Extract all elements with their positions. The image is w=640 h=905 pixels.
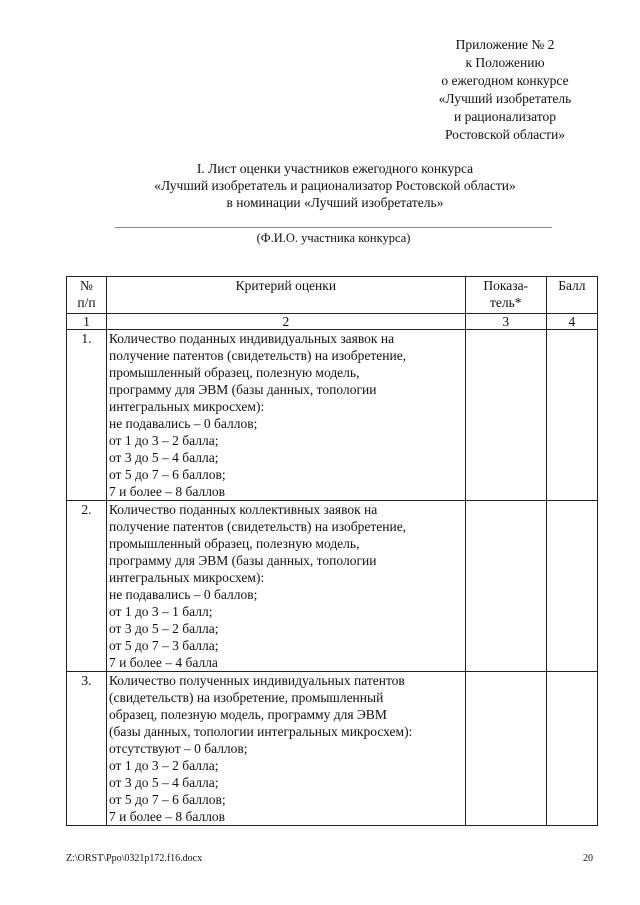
row-number: 2. <box>67 501 107 672</box>
criterion-cell: Количество поданных коллективных заявок на получение патентов (свидетельств) на изобретение, промышленный образец, полезную модель, программу для ЭВМ (базы данных, топологии интегральных микросхем): не подавались – 0 баллов; от 1 до 3 – 1 балл; от 3 до 5 – 2 балла; от 5 до 7 – 3 балла; 7 и более – 4 балла <box>106 501 465 672</box>
fio-underline <box>115 227 552 228</box>
appendix-line: о ежегодном конкурсе <box>441 73 569 88</box>
score-cell[interactable] <box>546 672 597 826</box>
column-number: 3 <box>465 314 546 330</box>
row-number: 1. <box>67 330 107 501</box>
score-cell[interactable] <box>546 330 597 501</box>
appendix-line: к Положению <box>465 55 545 70</box>
criterion-cell: Количество поданных индивидуальных заявок на получение патентов (свидетельств) на изобретение, промышленный образец, полезную модель, программу для ЭВМ (базы данных, топологии интегральных микросхем): не подавались – 0 баллов; от 1 до 3 – 2 балла; от 3 до 5 – 4 балла; от 5 до 7 – 6 баллов; 7 и более – 8 баллов <box>106 330 465 501</box>
fio-caption: (Ф.И.О. участника конкурса) <box>256 231 411 245</box>
table-row <box>67 672 598 826</box>
header-no: № п/п <box>67 277 107 314</box>
indicator-cell[interactable] <box>465 672 546 826</box>
column-number: 1 <box>67 314 107 330</box>
score-cell[interactable] <box>546 501 597 672</box>
header-indicator: Показа- тель* <box>465 277 546 314</box>
appendix-line: и рационализатор <box>453 109 557 124</box>
appendix-line: Ростовской области» <box>444 127 566 142</box>
title-line: I. Лист оценки участников ежегодного конкурса <box>196 161 474 176</box>
table-row <box>67 501 598 672</box>
evaluation-table <box>66 276 598 826</box>
row-number: 3. <box>67 672 107 826</box>
indicator-cell[interactable] <box>465 330 546 501</box>
header-criterion: Критерий оценки <box>106 277 465 314</box>
column-number: 4 <box>546 314 597 330</box>
header-score: Балл <box>546 277 597 314</box>
title-line: «Лучший изобретатель и рационализатор Ростовской области» <box>154 178 516 193</box>
appendix-line: «Лучший изобретатель <box>438 91 572 106</box>
title-line: в номинации «Лучший изобретатель» <box>226 195 444 210</box>
criterion-cell: Количество полученных индивидуальных патентов (свидетельств) на изобретение, промышленный образец, полезную модель, программу для ЭВМ (базы данных, топологии интегральных микросхем): отсутствуют – 0 баллов; от 1 до 3 – 2 балла; от 3 до 5 – 4 балла; от 5 до 7 – 6 баллов; 7 и более – 8 баллов <box>106 672 465 826</box>
footer-file-path: Z:\ORST\Ppo\0321p172.f16.docx <box>66 853 203 864</box>
table-header-row <box>67 277 598 314</box>
indicator-cell[interactable] <box>465 501 546 672</box>
appendix-line: Приложение № 2 <box>455 37 555 52</box>
column-number: 2 <box>106 314 465 330</box>
document-title <box>60 160 610 211</box>
column-numbers-row <box>67 314 598 330</box>
footer-page-number: 20 <box>583 853 593 864</box>
appendix-block <box>405 36 605 144</box>
table-row <box>67 330 598 501</box>
